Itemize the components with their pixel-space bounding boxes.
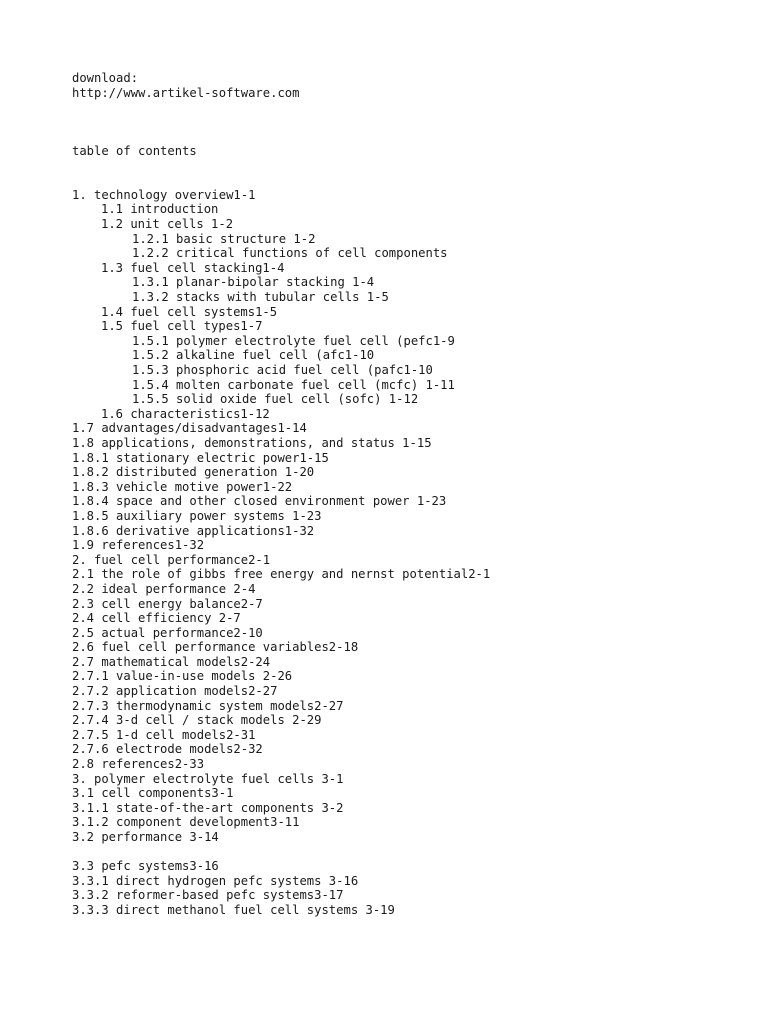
toc-entry: 2. fuel cell performance2-1: [72, 552, 271, 567]
toc-entry: 1.4 fuel cell systems1-5: [101, 304, 278, 319]
toc-entry: 2.4 cell efficiency 2-7: [72, 611, 241, 626]
toc-entry: 2.1 the role of gibbs free energy and nernst potential2-1: [72, 567, 491, 582]
toc-entry: 3.3.1 direct hydrogen pefc systems 3-16: [72, 873, 359, 888]
toc-entry: 2.7.2 application models2-27: [72, 684, 278, 699]
toc-entry: 1.8.4 space and other closed environment power 1-23: [72, 494, 447, 509]
toc-entry: [72, 845, 752, 860]
toc-entry: 3.2 performance 3-14: [72, 830, 219, 844]
toc-list: [72, 188, 752, 918]
toc-entry: 1.3.2 stacks with tubular cells 1-5: [132, 290, 389, 305]
toc-entry: 1.8.6 derivative applications1-32: [72, 523, 315, 538]
toc-entry: 3.1.2 component development3-11: [72, 815, 300, 830]
toc-entry: 2.7.1 value-in-use models 2-26: [72, 669, 293, 684]
spacer: [72, 129, 752, 144]
toc-entry: 2.7.4 3-d cell / stack models 2-29: [72, 713, 322, 728]
toc-entry: 2.8 references2-33: [72, 757, 205, 772]
toc-entry: 1.2 unit cells 1-2: [101, 217, 234, 232]
document-page: [72, 71, 752, 918]
toc-entry: 2.5 actual performance2-10: [72, 625, 263, 640]
spacer: [72, 100, 752, 129]
toc-entry: 3.3 pefc systems3-16: [72, 859, 219, 874]
toc-entry: 3.1 cell components3-1: [72, 786, 234, 801]
toc-entry: 2.6 fuel cell performance variables2-18: [72, 640, 359, 655]
toc-entry: 1.3 fuel cell stacking1-4: [101, 260, 285, 275]
toc-entry: 1.5.1 polymer electrolyte fuel cell (pefc1-9: [132, 333, 455, 348]
spacer: [72, 158, 752, 188]
toc-entry: 1.8 applications, demonstrations, and status 1-15: [72, 435, 432, 450]
toc-entry: 1.5 fuel cell types1-7: [101, 319, 263, 334]
toc-entry: 1.7 advantages/disadvantages1-14: [72, 421, 307, 436]
toc-entry: 1.9 references1-32: [72, 538, 205, 553]
toc-entry: 1.5.3 phosphoric acid fuel cell (pafc1-10: [132, 363, 433, 377]
toc-entry: 1.3.1 planar-bipolar stacking 1-4: [132, 275, 375, 290]
toc-entry: 2.7.3 thermodynamic system models2-27: [72, 698, 344, 713]
toc-entry: 2.2 ideal performance 2-4: [72, 581, 256, 596]
toc-entry: 1.5.4 molten carbonate fuel cell (mcfc) 1-11: [132, 377, 455, 392]
toc-entry: 1.8.3 vehicle motive power1-22: [72, 479, 293, 494]
toc-entry: 3.1.1 state-of-the-art components 3-2: [72, 800, 344, 815]
toc-entry: 1.5.2 alkaline fuel cell (afc1-10: [132, 348, 375, 363]
toc-entry: 3.3.2 reformer-based pefc systems3-17: [72, 888, 344, 903]
toc-title: table of contents: [72, 143, 197, 158]
toc-entry: 1.2.2 critical functions of cell components: [132, 246, 448, 261]
toc-entry: 1.8.1 stationary electric power1-15: [72, 450, 329, 465]
toc-entry: 3. polymer electrolyte fuel cells 3-1: [72, 771, 344, 786]
download-label: download:: [72, 71, 139, 85]
toc-entry: 2.7 mathematical models2-24: [72, 654, 271, 669]
toc-entry: 1.8.2 distributed generation 1-20: [72, 465, 315, 480]
toc-entry: 1. technology overview1-1: [72, 187, 256, 202]
toc-entry: 1.6 characteristics1-12: [101, 406, 270, 421]
toc-entry: 2.7.6 electrode models2-32: [72, 742, 263, 757]
toc-entry: 3.3.3 direct methanol fuel cell systems 3-19: [72, 902, 395, 917]
toc-entry: 1.8.5 auxiliary power systems 1-23: [72, 508, 322, 523]
toc-entry: 1.2.1 basic structure 1-2: [132, 231, 316, 246]
toc-entry: 1.1 introduction: [101, 202, 219, 217]
download-url: http://www.artikel-software.com: [72, 85, 300, 100]
toc-entry: 2.3 cell energy balance2-7: [72, 596, 263, 611]
toc-entry: 1.5.5 solid oxide fuel cell (sofc) 1-12: [132, 392, 419, 407]
toc-entry: 2.7.5 1-d cell models2-31: [72, 727, 256, 742]
